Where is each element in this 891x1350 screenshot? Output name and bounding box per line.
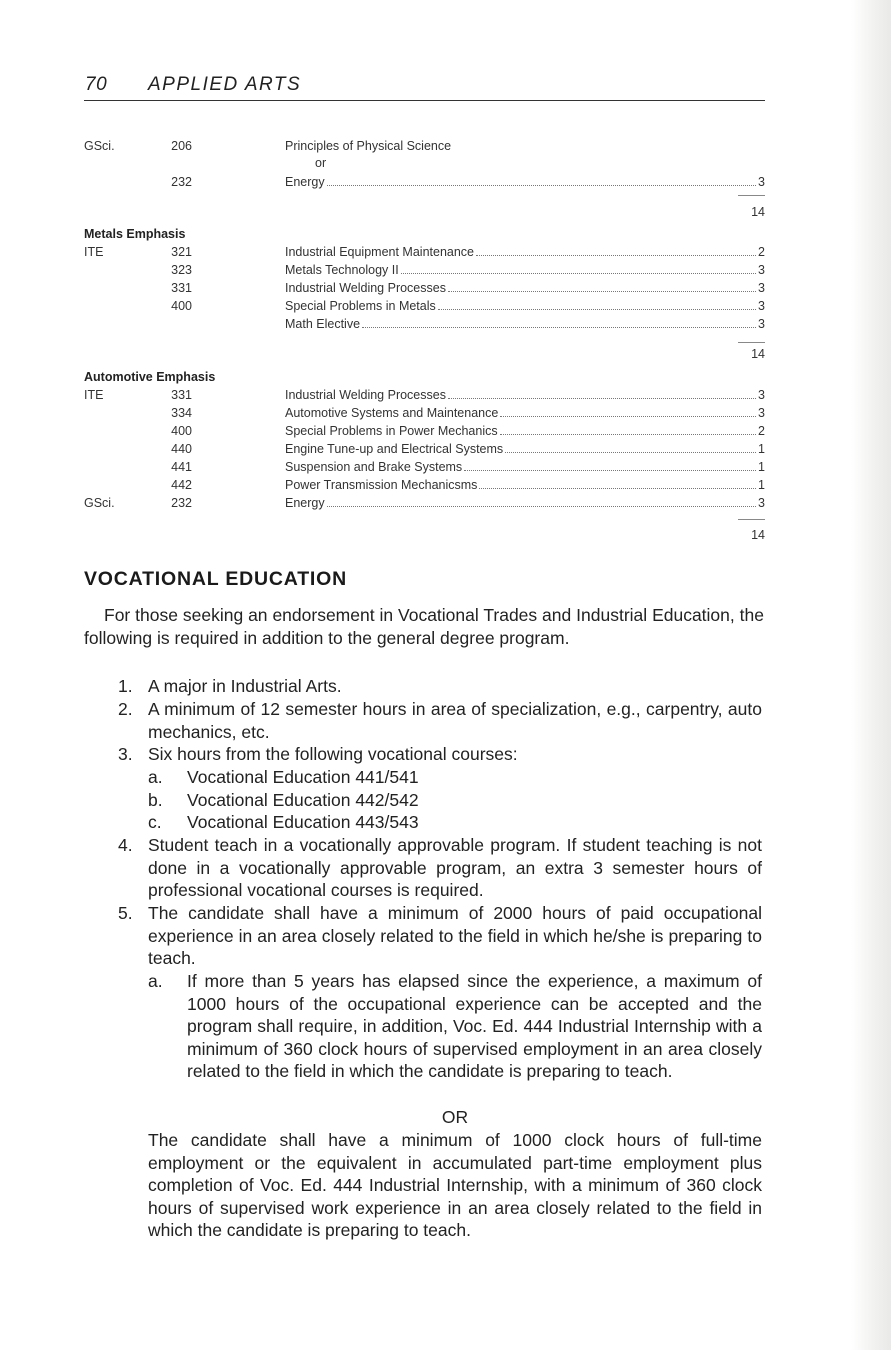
course-number: 400 (171, 299, 192, 313)
course-title-text: Principles of Physical Science (285, 139, 452, 153)
list-item-text: A minimum of 12 semester hours in area of specialization, e.g., carpentry, auto mechanics, etc. (148, 699, 762, 742)
course-title (285, 244, 765, 261)
course-title (285, 441, 765, 458)
course-credits: 3 (758, 263, 765, 277)
course-number: 334 (171, 406, 192, 420)
list-item-text: Student teach in a vocationally approvable program. If student teaching is not done in a vocationally approvable program, an extra 3 semester hours of professional vocational courses is required. (148, 835, 762, 901)
list-item-5 (118, 902, 762, 970)
or-label: or (315, 156, 327, 170)
list-letter: c. (148, 812, 162, 832)
list-item-text: Six hours from the following vocational courses: (148, 744, 518, 764)
course-number: 321 (171, 245, 192, 259)
leader-dots (505, 452, 756, 453)
course-title-text: Industrial Equipment Maintenance (285, 245, 475, 259)
list-number: 3. (118, 744, 133, 764)
course-row (0, 298, 891, 315)
page-edge-shadow (851, 0, 891, 1350)
list-number: 2. (118, 699, 133, 719)
course-row (0, 262, 891, 279)
section-heading-vocational-education: VOCATIONAL EDUCATION (84, 568, 347, 590)
leader-dots (448, 398, 756, 399)
course-title (285, 138, 765, 155)
course-row (0, 316, 891, 333)
course-title (285, 316, 765, 333)
course-dept: GSci. (84, 139, 115, 153)
list-item-3 (118, 743, 762, 766)
course-number: 323 (171, 263, 192, 277)
list-item-text: If more than 5 years has elapsed since the experience, a maximum of 1000 hours of the occupational experience can be accepted and the program shall require, in addition, Voc. Ed. 444 Industrial Internship with a minimum of 360 clock hours of supervised employment in an area closely related to the field in which the candidate is preparing to teach. (187, 971, 762, 1082)
list-item-text: Vocational Education 442/542 (187, 790, 419, 810)
course-title (285, 405, 765, 422)
course-row (0, 387, 891, 404)
list-item-text: Vocational Education 443/543 (187, 812, 419, 832)
course-title-text: Special Problems in Metals (285, 299, 436, 313)
course-row (0, 477, 891, 494)
course-title (285, 174, 765, 191)
list-item-2 (118, 698, 762, 743)
course-number: 232 (171, 496, 192, 510)
metals-emphasis-heading: Metals Emphasis (84, 227, 186, 241)
course-title-text: Industrial Welding Processes (285, 281, 446, 295)
course-title (285, 423, 765, 440)
course-number: 441 (171, 460, 192, 474)
course-row (0, 441, 891, 458)
course-title (285, 280, 765, 297)
course-title-text: Automotive Systems and Maintenance (285, 406, 499, 420)
leader-dots (500, 434, 756, 435)
leader-dots (464, 470, 756, 471)
page-number: 70 (85, 74, 108, 95)
leader-dots (448, 291, 756, 292)
list-number: 4. (118, 835, 133, 855)
course-credits: 3 (758, 299, 765, 313)
list-letter: a. (148, 971, 163, 991)
subtotal-rule (738, 519, 765, 520)
leader-dots (438, 309, 756, 310)
subtotal: 14 (751, 528, 765, 542)
course-row (0, 280, 891, 297)
leader-dots (476, 255, 756, 256)
list-item-1 (118, 675, 762, 698)
course-number: 331 (171, 388, 192, 402)
list-item-4 (118, 834, 762, 902)
course-number: 331 (171, 281, 192, 295)
course-row (0, 423, 891, 440)
course-number: 400 (171, 424, 192, 438)
leader-dots (479, 488, 756, 489)
list-subitem-3c (148, 811, 762, 834)
course-credits: 3 (758, 317, 765, 331)
course-credits: 2 (758, 245, 765, 259)
leader-dots (500, 416, 756, 417)
intro-paragraph: For those seeking an endorsement in Vocational Trades and Industrial Education, the following is required in addition to the general degree program. (84, 605, 764, 648)
course-title (285, 495, 765, 512)
list-item-text: The candidate shall have a minimum of 2000 hours of paid occupational experience in an area closely related to the field in which he/she is preparing to teach. (148, 903, 762, 969)
course-title-text: Engine Tune-up and Electrical Systems (285, 442, 504, 456)
leader-dots (327, 506, 756, 507)
course-credits: 3 (758, 496, 765, 510)
course-credits: 2 (758, 424, 765, 438)
course-dept: GSci. (84, 496, 115, 510)
course-row (0, 405, 891, 422)
alternative-paragraph: The candidate shall have a minimum of 1000 clock hours of full-time employment or the equivalent in accumulated part-time employment plus completion of Voc. Ed. 444 Industrial Internship, with a minimum of 360 clock hours of supervised work experience in an area closely related to the field in which the candidate is preparing to teach. (148, 1130, 762, 1241)
course-row (0, 138, 891, 155)
course-credits: 1 (758, 442, 765, 456)
leader-dots (362, 327, 756, 328)
list-item-text: Vocational Education 441/541 (187, 767, 419, 787)
course-row (0, 244, 891, 261)
course-title-text: Special Problems in Power Mechanics (285, 424, 498, 438)
list-letter: b. (148, 790, 163, 810)
course-title (285, 477, 765, 494)
course-title-text: Energy (285, 496, 325, 510)
list-subitem-3a (148, 766, 762, 789)
course-title-text: Industrial Welding Processes (285, 388, 446, 402)
course-title-text: Energy (285, 175, 325, 189)
course-number: 232 (171, 175, 192, 189)
automotive-emphasis-heading: Automotive Emphasis (84, 370, 216, 384)
course-credits: 3 (758, 388, 765, 402)
course-title (285, 459, 765, 476)
list-number: 5. (118, 903, 133, 923)
subtotal-rule (738, 342, 765, 343)
subtotal: 14 (751, 347, 765, 361)
course-number: 440 (171, 442, 192, 456)
list-subitem-3b (148, 789, 762, 812)
course-title-text: Metals Technology II (285, 263, 399, 277)
leader-dots (401, 273, 756, 274)
course-dept: ITE (84, 388, 104, 402)
course-number: 442 (171, 478, 192, 492)
list-letter: a. (148, 767, 163, 787)
course-title-text: Math Elective (285, 317, 361, 331)
subtotal: 14 (751, 205, 765, 219)
list-number: 1. (118, 676, 133, 696)
list-item-text: A major in Industrial Arts. (148, 676, 342, 696)
course-credits: 1 (758, 478, 765, 492)
course-row (0, 495, 891, 512)
course-title (285, 387, 765, 404)
course-title (285, 262, 765, 279)
course-row (0, 174, 891, 191)
course-dept: ITE (84, 245, 104, 259)
course-credits: 1 (758, 460, 765, 474)
course-row (0, 459, 891, 476)
course-credits: 3 (758, 406, 765, 420)
subtotal-rule (738, 195, 765, 196)
page-title: APPLIED ARTS (148, 74, 302, 95)
page-header (84, 70, 765, 101)
course-title-text: Suspension and Brake Systems (285, 460, 463, 474)
leader-dots (327, 185, 756, 186)
course-credits: 3 (758, 281, 765, 295)
course-title (285, 298, 765, 315)
course-credits: 3 (758, 175, 765, 189)
course-number: 206 (171, 139, 192, 153)
list-subitem-5a (148, 970, 762, 1083)
course-title-text: Power Transmission Mechanicsms (285, 478, 478, 492)
or-separator: OR (441, 1107, 469, 1127)
